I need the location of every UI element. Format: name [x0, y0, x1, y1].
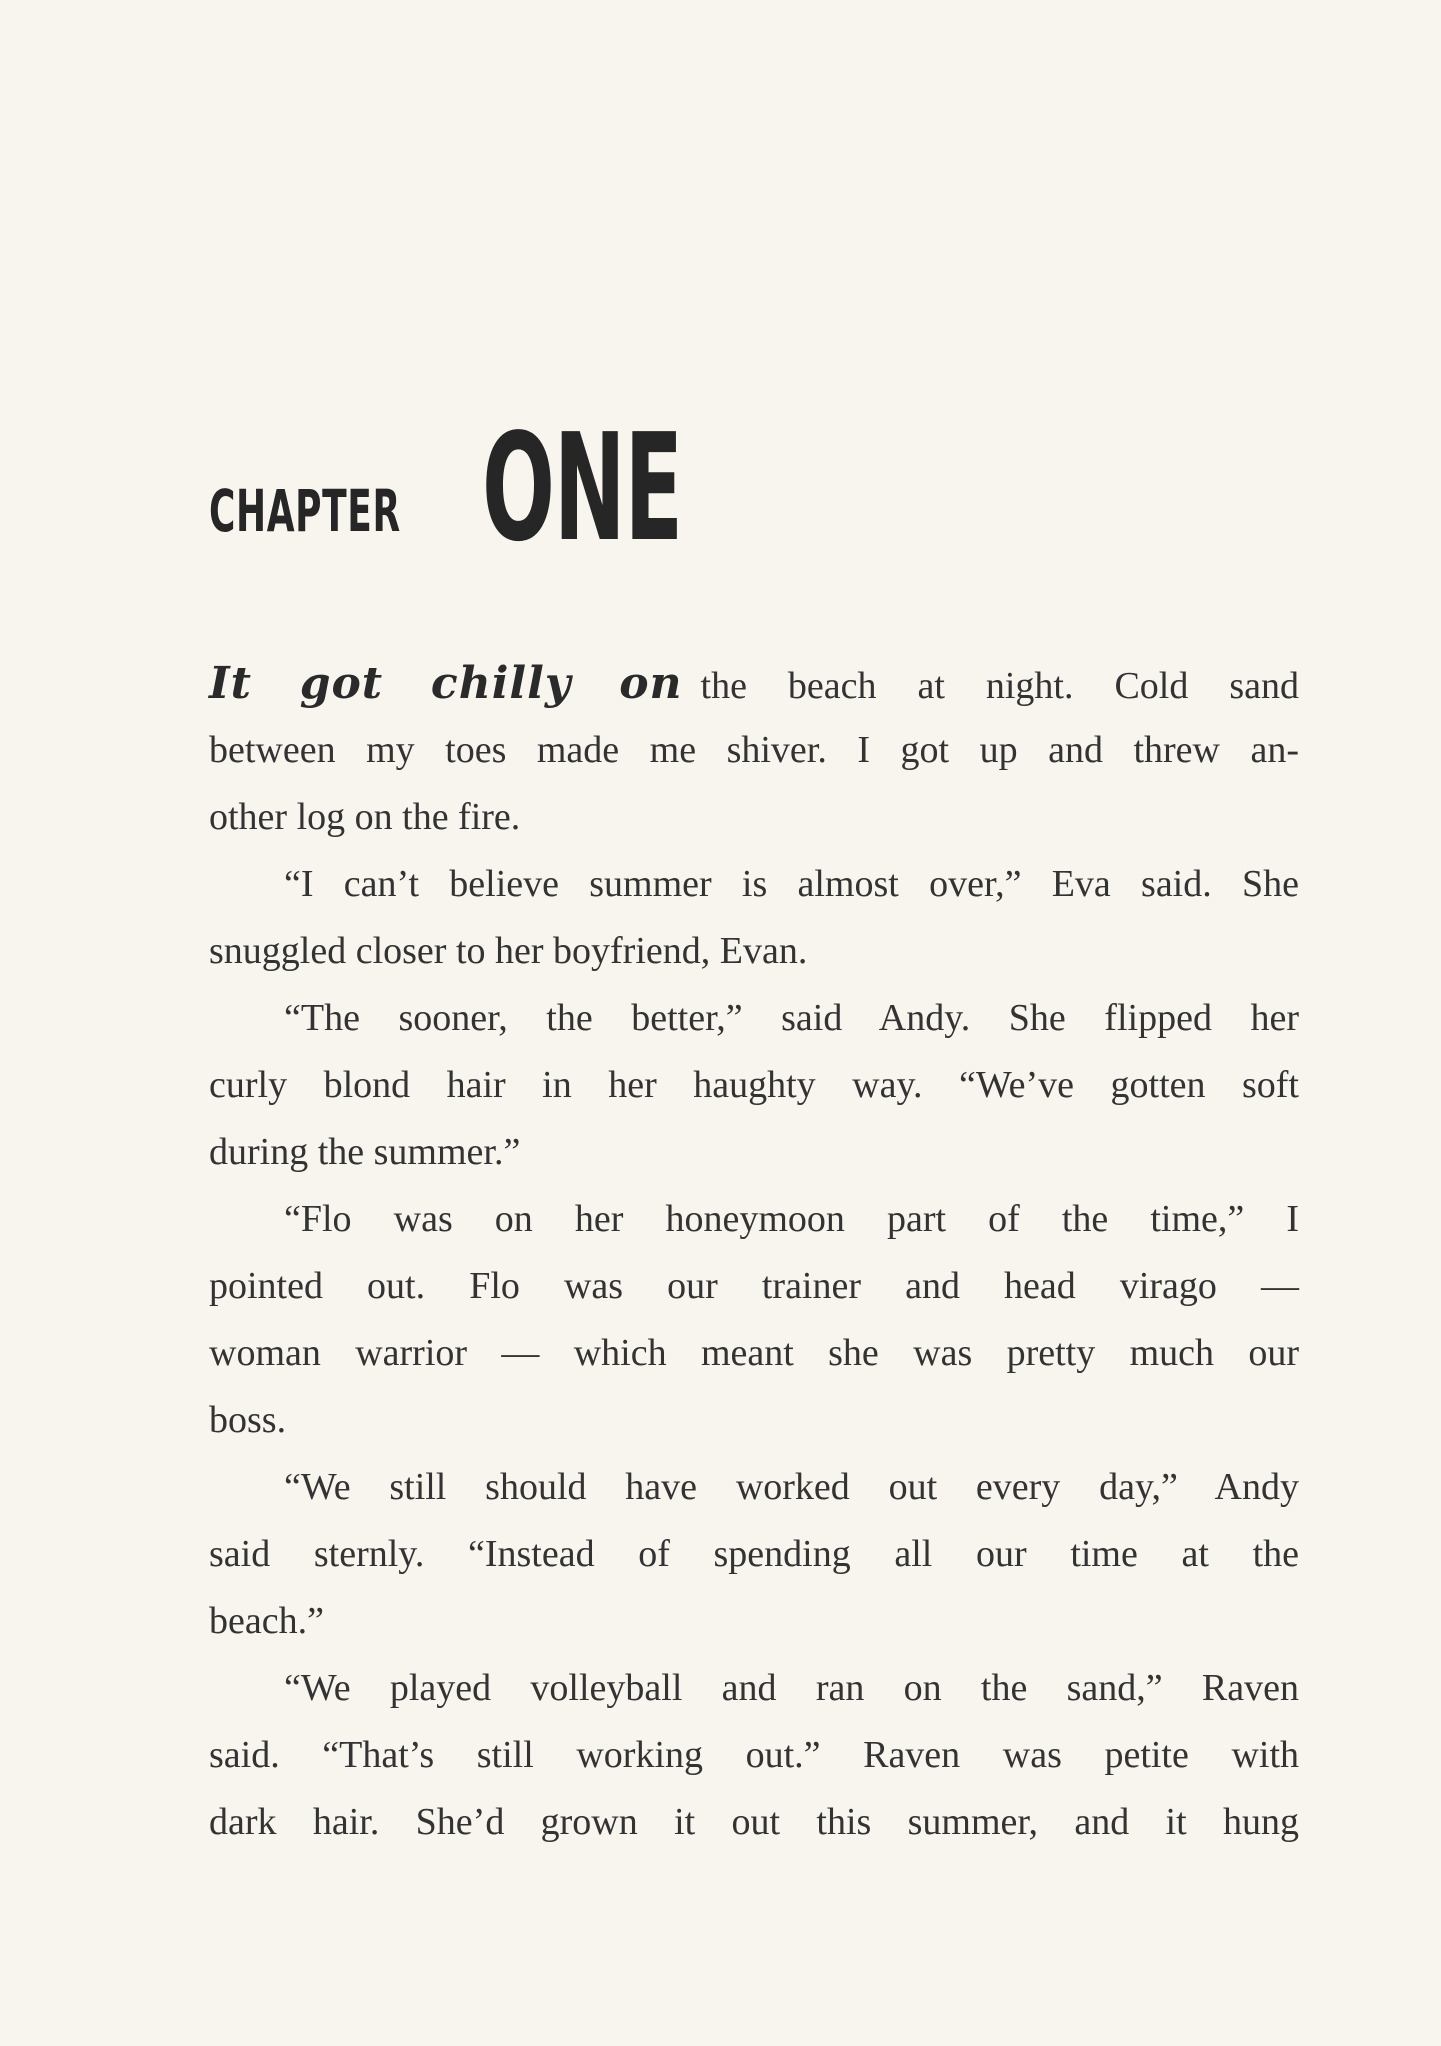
line-text: the beach at night. Cold sand: [700, 665, 1299, 707]
body-line: “I can’t believe summer is almost over,” Eva said. She: [284, 863, 1299, 905]
body-line: woman warrior — which meant she was pretty much our: [209, 1332, 1299, 1374]
body-line: other log on the fire.: [209, 796, 521, 838]
body-line: beach.”: [209, 1600, 324, 1642]
body-line: during the summer.”: [209, 1131, 521, 1173]
body-line: boss.: [209, 1399, 287, 1441]
body-line: “The sooner, the better,” said Andy. She flipped her: [284, 997, 1299, 1039]
lead-in-text: It got chilly on: [209, 658, 683, 709]
body-line: [209, 650, 1299, 717]
body-line: dark hair. She’d grown it out this summer, and it hung: [209, 1801, 1299, 1843]
body-line: “We played volleyball and ran on the sand,” Raven: [284, 1667, 1299, 1709]
body-line: “We still should have worked out every day,” Andy: [284, 1466, 1299, 1508]
body-line: pointed out. Flo was our trainer and head virago —: [209, 1265, 1299, 1307]
chapter-heading: [209, 402, 827, 574]
body-line: “Flo was on her honeymoon part of the time,” I: [284, 1198, 1299, 1240]
body-line: between my toes made me shiver. I got up and threw an-: [209, 729, 1299, 771]
body-line: curly blond hair in her haughty way. “We’ve gotten soft: [209, 1064, 1299, 1106]
body-line: said. “That’s still working out.” Raven was petite with: [209, 1734, 1299, 1776]
chapter-label: CHAPTER: [209, 477, 401, 545]
body-line: said sternly. “Instead of spending all our time at the: [209, 1533, 1299, 1575]
chapter-body: [209, 650, 1299, 1856]
body-line: snuggled closer to her boyfriend, Evan.: [209, 930, 808, 972]
chapter-number: ONE: [482, 402, 683, 574]
